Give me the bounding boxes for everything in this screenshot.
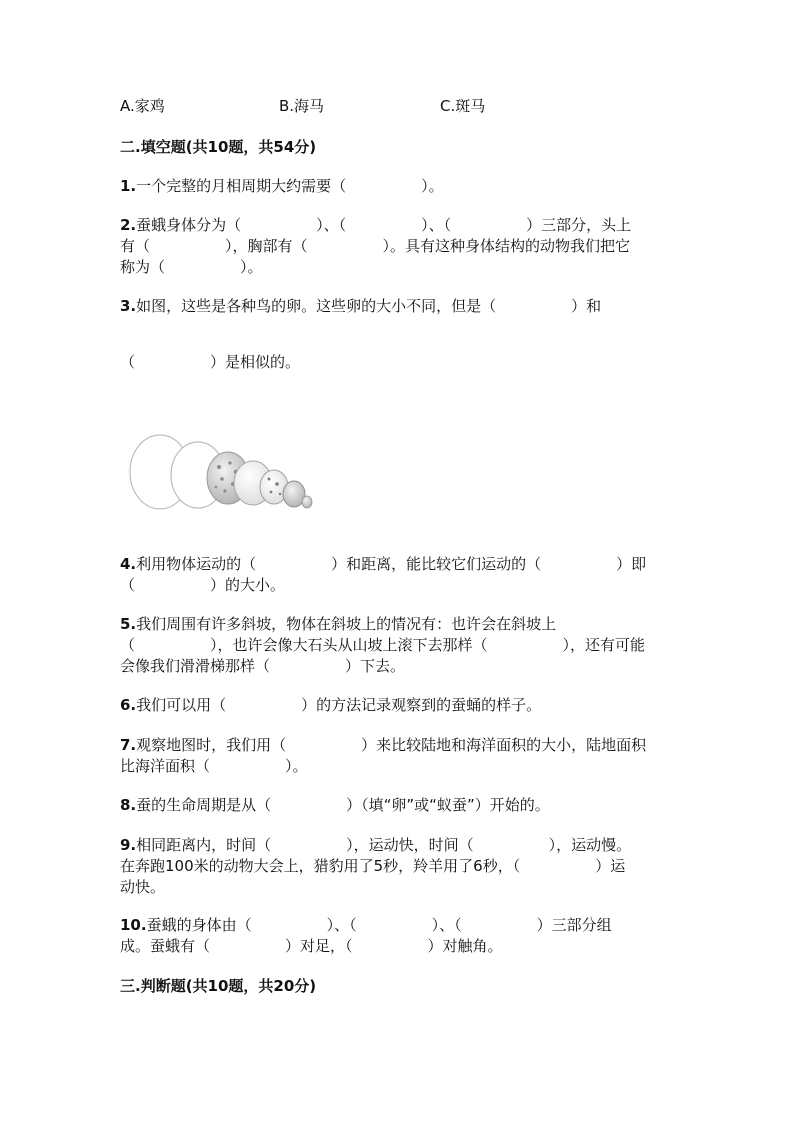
option-a: A.家鸡	[120, 97, 165, 115]
question-8	[120, 795, 550, 815]
question-text: 利用物体运动的（ ）和距离，能比较它们运动的（ ）即	[136, 555, 647, 573]
question-3	[120, 296, 601, 316]
question-number: 8.	[120, 796, 137, 814]
question-text: 我们可以用（ ）的方法记录观察到的蚕蛹的样子。	[136, 696, 542, 714]
question-number: 10.	[120, 916, 147, 934]
question-number: 6.	[120, 696, 137, 714]
question-9	[120, 835, 631, 855]
question-text: 观察地图时，我们用（ ）来比较陆地和海洋面积的大小，陆地面积	[136, 736, 647, 754]
question-9-line-3: 动快。	[120, 878, 166, 896]
question-2-line-2: 有（ ），胸部有（ ）。具有这种身体结构的动物我们把它	[120, 237, 631, 255]
question-number: 2.	[120, 216, 137, 234]
question-number: 7.	[120, 736, 137, 754]
option-b: B.海马	[279, 97, 325, 115]
question-text: 蚕蛾身体分为（ ）、（ ）、（ ）三部分，头上	[136, 216, 632, 234]
question-4-line-2: （ ）的大小。	[120, 576, 286, 594]
question-text: 一个完整的月相周期大约需要（ ）。	[136, 177, 444, 195]
question-number: 4.	[120, 555, 137, 573]
question-text: 蚕蛾的身体由（ ）、（ ）、（ ）三部分组	[146, 916, 612, 934]
question-2-line-3: 称为（ ）。	[120, 258, 263, 276]
question-number: 9.	[120, 836, 137, 854]
egg-7	[302, 496, 312, 508]
question-5-line-2: （ ），也许会像大石头从山坡上滚下去那样（ ），还有可能	[120, 636, 646, 654]
question-number: 5.	[120, 615, 137, 633]
question-5-line-3: 会像我们滑滑梯那样（ ）下去。	[120, 657, 406, 675]
question-text: 相同距离内，时间（ ），运动快，时间（ ），运动慢。	[136, 836, 632, 854]
question-9-line-2: 在奔跑100米的动物大会上，猎豹用了5秒，羚羊用了6秒，（ ）运	[120, 857, 626, 875]
question-5	[120, 614, 556, 634]
question-1	[120, 176, 444, 196]
bird-eggs-illustration	[126, 432, 318, 514]
section2-title: 二.填空题(共10题，共54分)	[120, 138, 317, 156]
question-2	[120, 215, 631, 235]
question-3-line-2: （ ）是相似的。	[120, 353, 301, 371]
question-number: 1.	[120, 177, 137, 195]
question-text: 蚕的生命周期是从（ ）（填“卵”或“蚁蚕”）开始的。	[136, 796, 550, 814]
section3-title: 三.判断题(共10题，共20分)	[120, 977, 317, 995]
question-number: 3.	[120, 297, 137, 315]
question-10-line-2: 成。蚕蛾有（ ）对足，（ ）对触角。	[120, 937, 503, 955]
question-6	[120, 695, 541, 715]
question-text: 我们周围有许多斜坡，物体在斜坡上的情况有：也许会在斜坡上	[136, 615, 557, 633]
question-7-line-2: 比海洋面积（ ）。	[120, 757, 308, 775]
question-4	[120, 554, 646, 574]
question-text: 如图，这些是各种鸟的卵。这些卵的大小不同，但是（ ）和	[136, 297, 602, 315]
question-7	[120, 735, 646, 755]
question-10	[120, 915, 612, 935]
option-c: C.斑马	[440, 97, 486, 115]
